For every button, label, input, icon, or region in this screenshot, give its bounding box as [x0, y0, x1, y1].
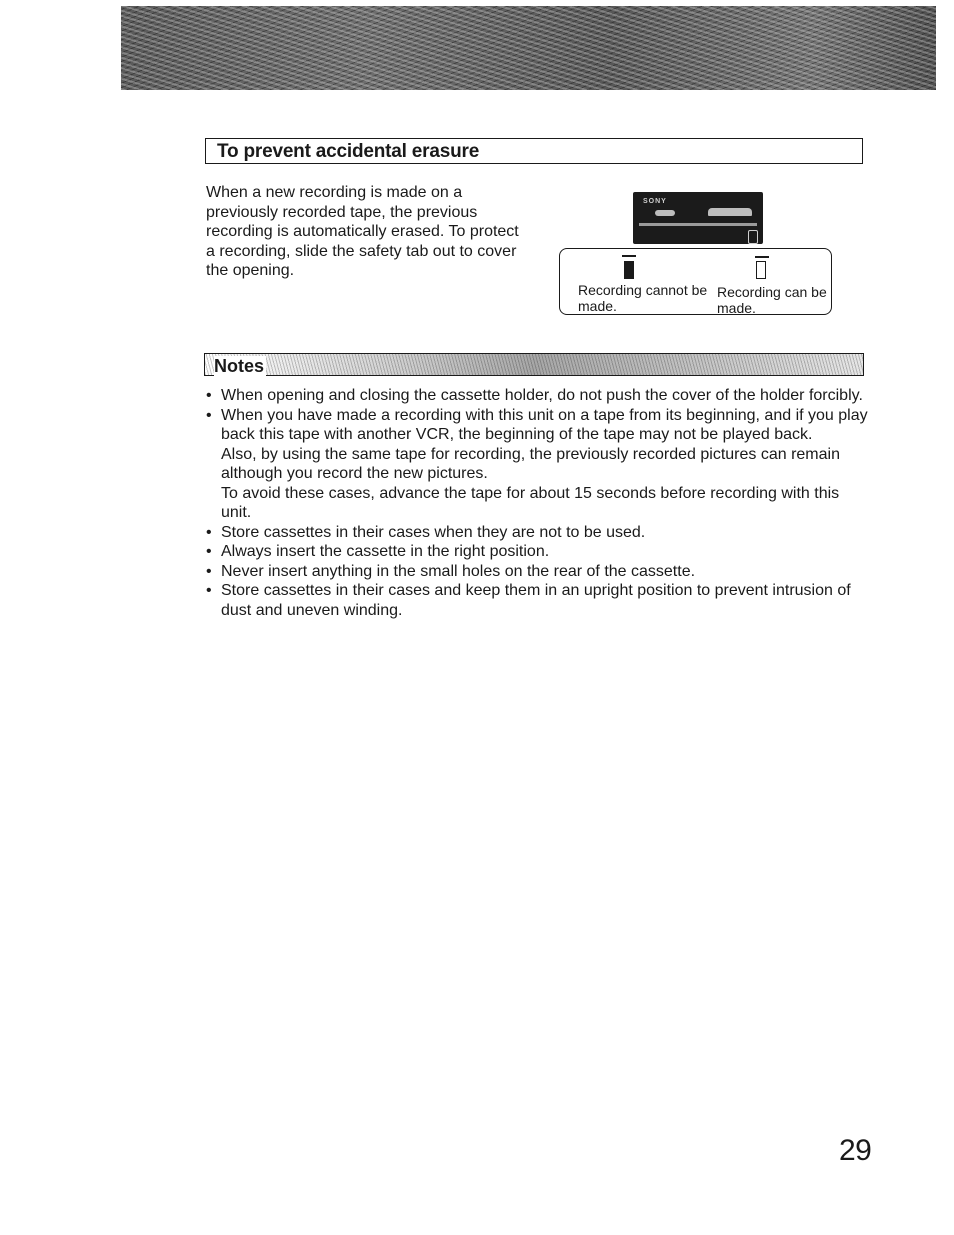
intro-paragraph: When a new recording is made on a previously recorded tape, the previous recording is automatically erased. To protect a recording, slide the safety tab out to cover the opening. — [206, 184, 519, 280]
note-text: • Store cassettes in their cases and keep them in an upright position to prevent intrusion of dust and uneven winding. — [221, 582, 851, 619]
notes-header — [204, 353, 864, 376]
safety-tab-closed-icon — [624, 261, 634, 279]
note-item — [206, 581, 870, 620]
label-recording-cannot: Recording cannot be made. — [578, 282, 708, 314]
label-recording-can: Recording can be made. — [717, 284, 827, 316]
safety-tab-notch — [748, 230, 758, 244]
note-item — [206, 523, 870, 543]
header-band — [121, 6, 936, 90]
note-text: • Always insert the cassette in the right position. — [221, 543, 550, 560]
notes-list — [206, 386, 870, 620]
section-title: To prevent accidental erasure — [217, 141, 480, 162]
note-text: To avoid these cases, advance the tape for about 15 seconds before recording with this unit. — [221, 484, 840, 521]
notes-title: Notes — [214, 356, 265, 376]
cassette-window-mark — [708, 208, 752, 216]
safety-tab-detail — [559, 248, 832, 315]
cassette-brand: SONY — [643, 198, 667, 205]
note-item — [206, 562, 870, 582]
note-item — [206, 386, 870, 406]
cassette-label-strip — [639, 223, 757, 226]
safety-tab-open-icon — [756, 261, 766, 279]
note-text: Also, by using the same tape for recording, the previously recorded pictures can remain although you record the new pictures. — [221, 445, 840, 482]
section-header — [205, 138, 863, 164]
note-item — [206, 542, 870, 562]
note-text: • When you have made a recording with this unit on a tape from its beginning, and if you play back this tape with another VCR, the beginning of the tape may not be played back. — [221, 406, 868, 443]
note-item — [206, 406, 870, 523]
page-number: 29 — [839, 1134, 872, 1167]
cassette-reel-mark — [655, 210, 675, 216]
note-text: • Store cassettes in their cases when they are not to be used. — [221, 523, 646, 541]
cassette-illustration — [633, 192, 763, 244]
note-text: • Never insert anything in the small holes on the rear of the cassette. — [221, 562, 696, 580]
cassette-figure — [558, 192, 834, 318]
note-text: • When opening and closing the cassette holder, do not push the cover of the holder forcibly. — [221, 387, 863, 404]
